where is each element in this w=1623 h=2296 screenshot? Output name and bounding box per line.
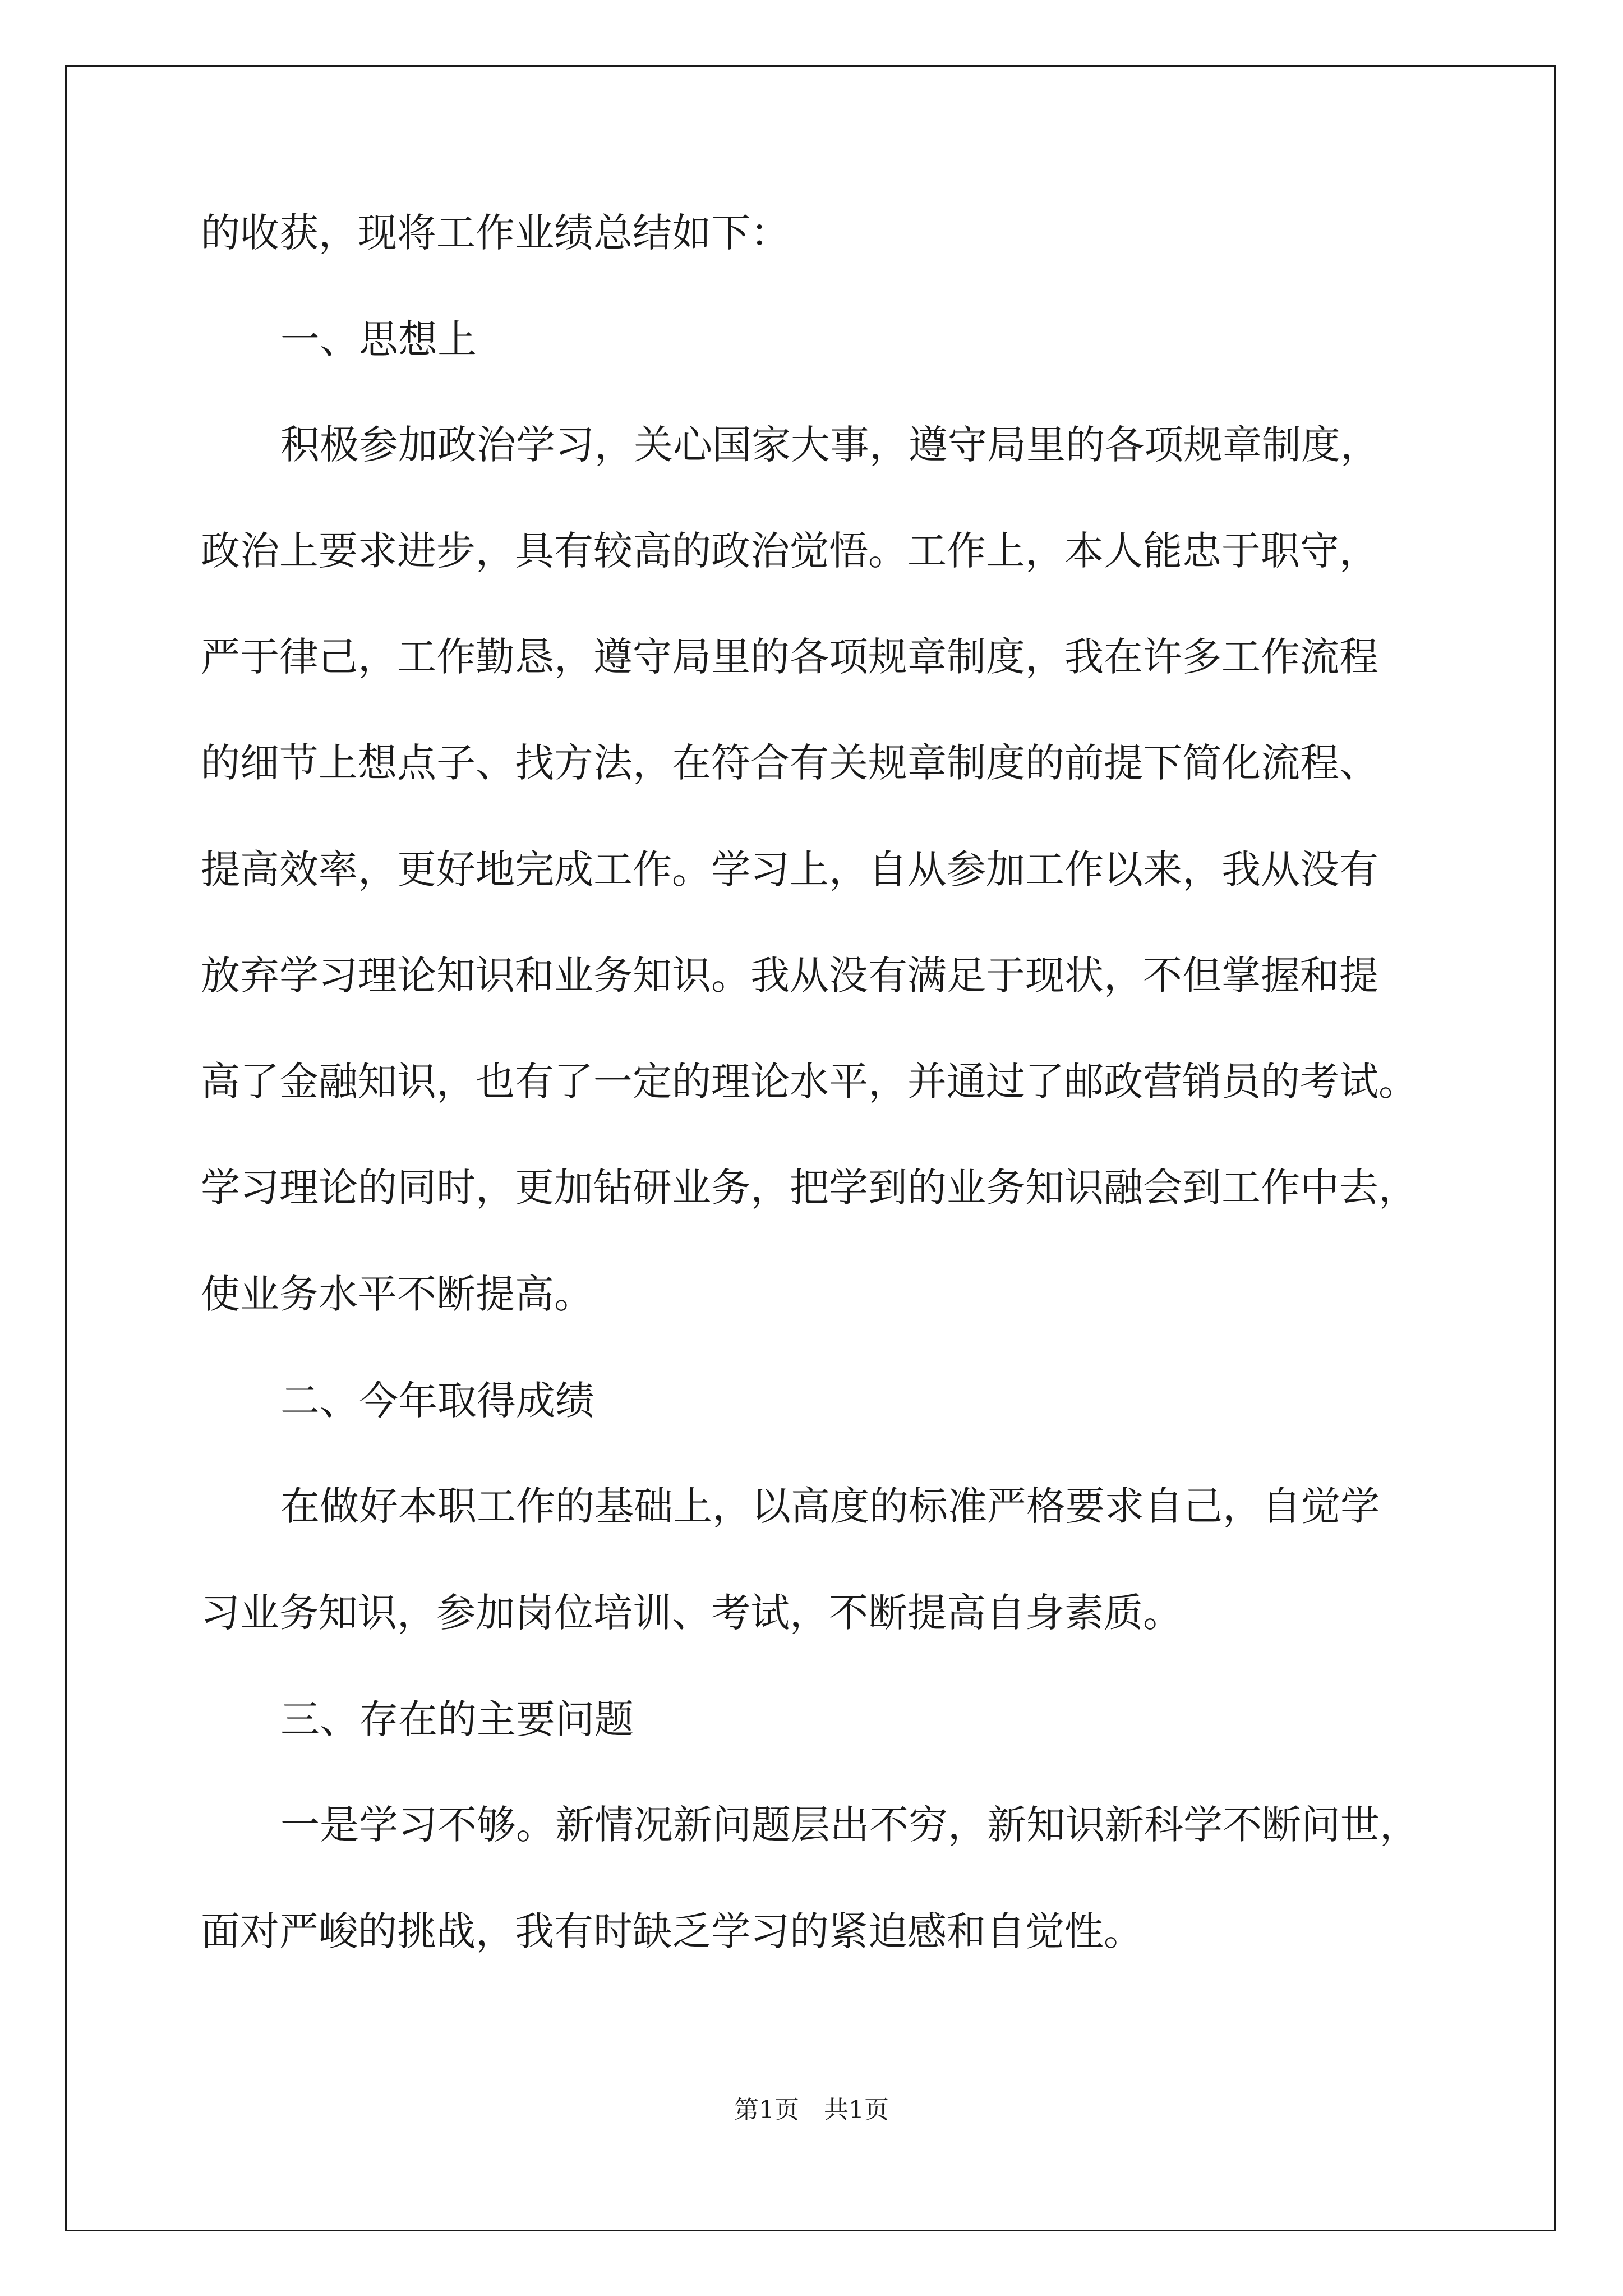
paragraph-line: 面对严峻的挑战，我有时缺乏学习的紧迫感和自觉性。 [201,1908,1143,1954]
paragraph-line: 使业务水平不断提高。 [201,1271,593,1317]
paragraph-line: 学习理论的同时，更加钻研业务，把学到的业务知识融会到工作中去， [201,1165,1418,1211]
heading-problems: 三、存在的主要问题 [280,1696,634,1742]
intro-line: 的收获，现将工作业绩总结如下： [201,210,790,256]
paragraph-line: 放弃学习理论知识和业务知识。我从没有满足于现状，不但掌握和提 [201,953,1378,999]
paragraph-line: 积极参加政治学习，关心国家大事，遵守局里的各项规章制度， [280,422,1380,468]
paragraph-line: 严于律己，工作勤恳，遵守局里的各项规章制度，我在许多工作流程 [201,634,1378,680]
paragraph-line: 一是学习不够。新情况新问题层出不穷，新知识新科学不断问世， [280,1802,1419,1848]
paragraph-line: 高了金融知识，也有了一定的理论水平，并通过了邮政营销员的考试。 [201,1059,1418,1105]
paragraph-line: 的细节上想点子、找方法，在符合有关规章制度的前提下简化流程、 [201,740,1378,786]
heading-achievements: 二、今年取得成绩 [280,1378,594,1424]
heading-thought: 一、思想上 [280,316,477,362]
paragraph-line: 习业务知识，参加岗位培训、考试，不断提高自身素质。 [201,1590,1182,1636]
paragraph-line: 提高效率，更好地完成工作。学习上，自从参加工作以来，我从没有 [201,846,1378,892]
paragraph-line: 政治上要求进步，具有较高的政治觉悟。工作上，本人能忠于职守， [201,528,1378,574]
page-number-footer: 第1页 共1页 [734,2096,889,2124]
paragraph-line: 在做好本职工作的基础上，以高度的标准严格要求自己，自觉学 [280,1483,1380,1529]
